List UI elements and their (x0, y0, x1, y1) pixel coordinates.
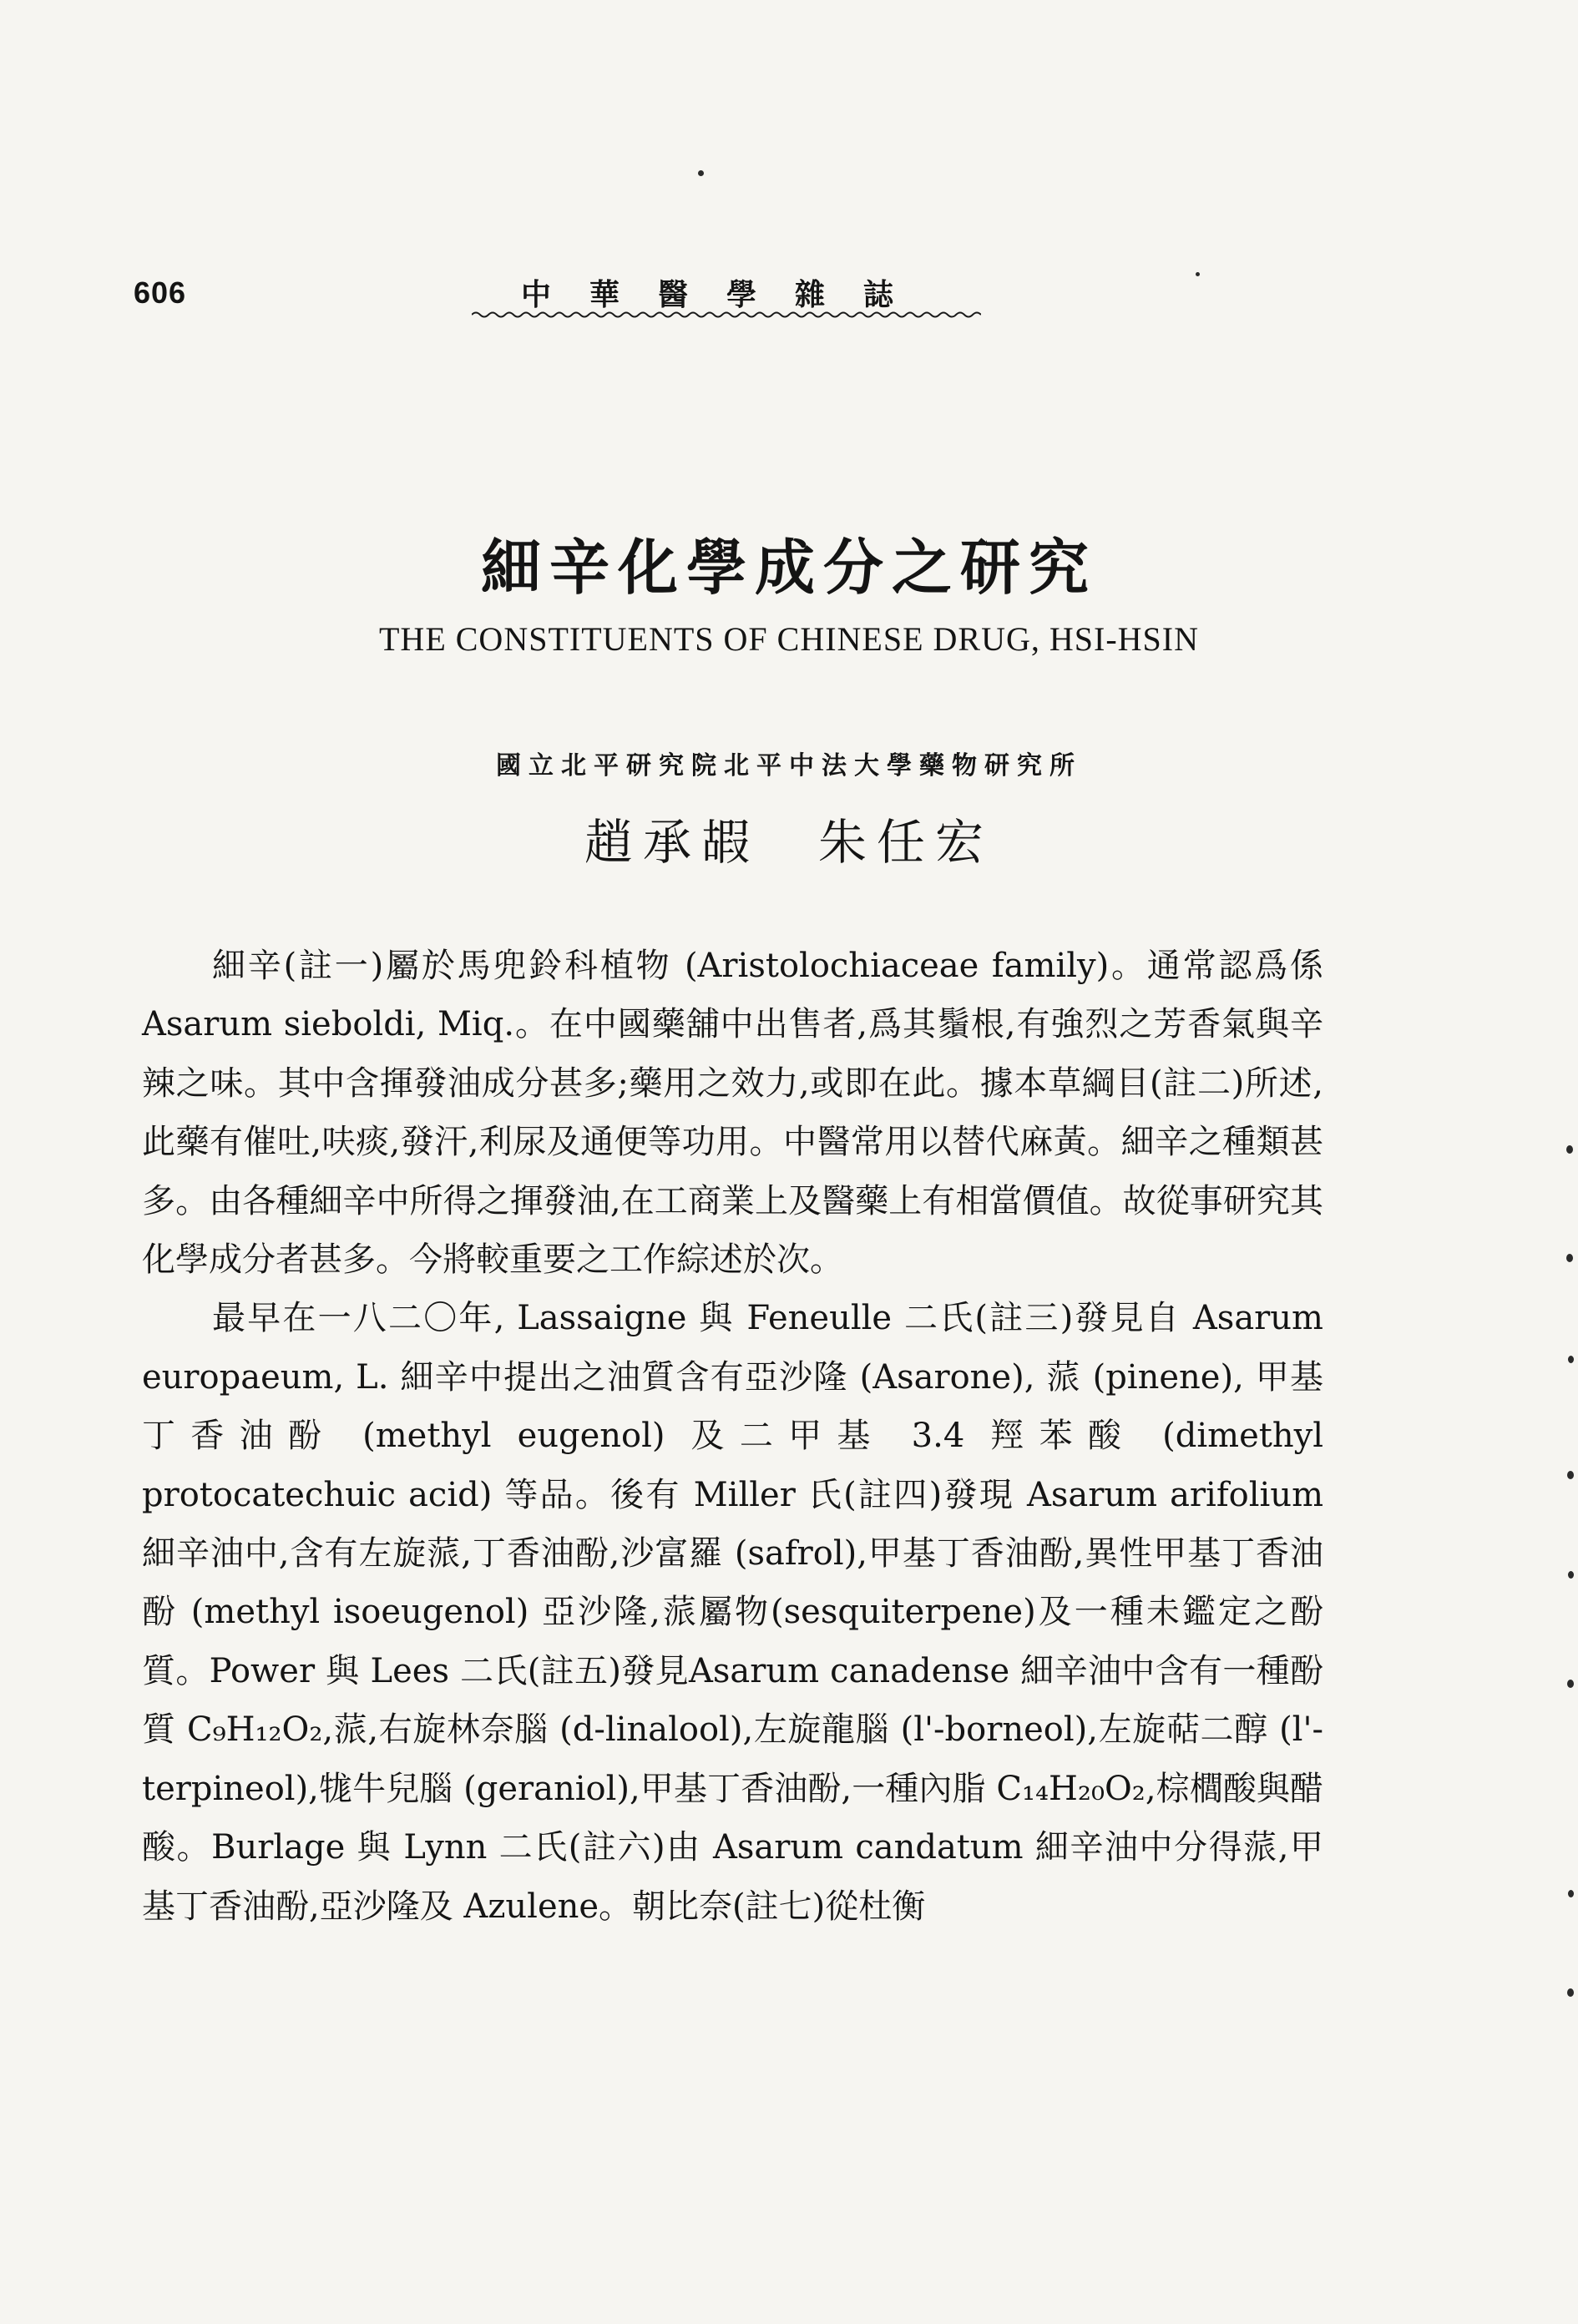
author-institution: 國立北平研究院北平中法大學藥物研究所 (496, 751, 1082, 781)
article-title-chinese: 細辛化學成分之研究 (480, 533, 1097, 603)
scan-speck (1568, 1571, 1574, 1579)
scan-speck (1567, 1988, 1574, 1997)
scan-speck (1566, 1254, 1573, 1262)
scan-speck (1196, 272, 1200, 276)
body-paragraph: 細辛(註一)屬於馬兜鈴科植物 (Aristolochiaceae family)。通常認爲係 Asarum sieboldi, Miq.。在中國藥舖中出售者,爲其鬚根,有強烈之芳香氣與辛辣之味。其中含揮發油成分甚多;藥用之效力,或即在此。據本草綱目(註二)所述,此藥有催吐,呋痰,發汗,利尿及通便等功用。中醫常用以替代麻黃。細辛之種類甚多。由各種細辛中所得之揮發油,在工商業上及醫藥上有相當價值。故從事研究其化學成分者甚多。今將較重要之工作綜述於次。 (142, 947, 1323, 1280)
author-names: 趙承嘏 朱任宏 (584, 814, 994, 871)
scan-speck (1566, 1145, 1573, 1154)
scan-speck (698, 170, 704, 176)
scan-speck (1567, 1680, 1574, 1688)
scan-speck (1568, 1356, 1574, 1363)
journal-name: 中華醫學雜誌 (520, 277, 932, 312)
body-paragraph: 最早在一八二〇年, Lassaigne 與 Feneulle 二氏(註三)發見自 Asarum europaeum, L. 細辛中提出之油質含有亞沙隆 (Asarone), 蒎 (pinene), 甲基丁香油酚 (methyl eugenol) 及二甲基 3.4 羥苯酸 (dimethyl protocatechuic acid) 等品。後有 Miller 氏(註四)發現 Asarum arifolium 細辛油中,含有左旋蒎,丁香油酚,沙富羅 (safrol),甲基丁香油酚,異性甲基丁香油酚 (methyl isoeugenol) 亞沙隆,蒎屬物(sesquiterpene)及一種未鑑定之酚質。Power 與 Lees 二氏(註五)發見Asarum canadense 細辛油中含有一種酚質 C₉H₁₂O₂,蒎,右旋林奈腦 (d-linalool),左旋龍腦 (l'-borneol),左旋萜二醇 (l'-terpineol),牻牛兒腦 (geraniol),甲基丁香油酚,一種內脂 C₁₄H₂₀O₂,棕櫚酸與醋酸。Burlage 與 Lynn 二氏(註六)由 Asarum candatum 細辛油中分得蒎,甲基丁香油酚,亞沙隆及 Azulene。朝比奈(註七)從杜衡 (142, 1299, 1323, 1926)
article-body (142, 937, 1323, 1936)
page-number: 606 (134, 275, 187, 310)
scan-speck (1568, 1890, 1574, 1897)
article-title-english: THE CONSTITUENTS OF CHINESE DRUG, HSI-HSIN (379, 620, 1199, 658)
journal-wavy-rule (472, 311, 981, 319)
scan-speck (1567, 1471, 1574, 1479)
